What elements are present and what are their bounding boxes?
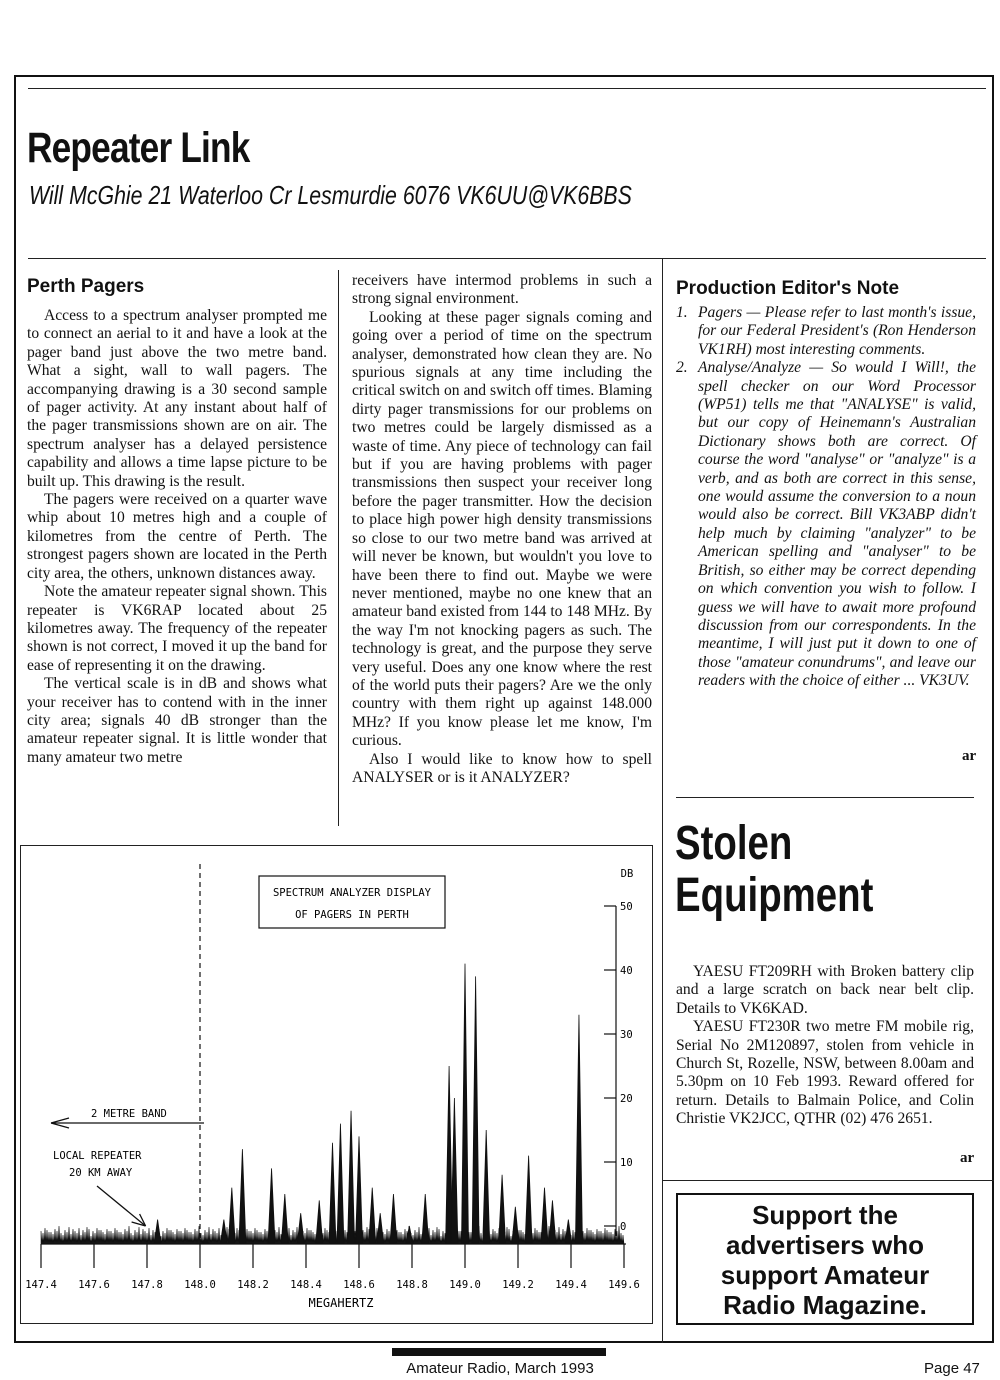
y-tick-label: 20 bbox=[620, 1093, 633, 1105]
paragraph: YAESU FT209RH with Broken battery clip and a large scratch on back near belt clip. Details to VK6KAD. bbox=[676, 963, 974, 1017]
support-line: Support the bbox=[752, 1200, 898, 1230]
footer-center: Amateur Radio, March 1993 bbox=[406, 1360, 594, 1377]
y-tick-label: 30 bbox=[620, 1029, 633, 1041]
sidebar-rule bbox=[676, 797, 974, 798]
stolen-heading-line1: Stolen bbox=[675, 817, 793, 870]
page-title: Repeater Link bbox=[27, 124, 250, 172]
paragraph: YAESU FT230R two metre FM mobile rig, Serial No 2M120897, stolen from vehicle in Church St, Rozelle, NSW, between 8.00am and 5.30pm on 10 Feb 1993. Reward offered for return. Details to Balmain Police, and Colin Christie VK2JCC, QTHR (02) 476 2651. bbox=[676, 1018, 974, 1128]
x-tick-label: 148.4 bbox=[290, 1279, 322, 1291]
pager-peak bbox=[472, 976, 479, 1244]
paragraph: Access to a spectrum analyser prompted me to connect an aerial to it and have a look at the pager band just above the two metre band. What a sight, wall to wall pagers. The accompanying drawing is a 30 second sample of pager activity. At any instant about half of the pager transmissions shown are on air. The spectrum analyser has a delayed persistence capability and allows a time lapse picture to be built up. This drawing is the result. bbox=[27, 307, 327, 490]
column-divider bbox=[338, 270, 339, 826]
x-tick-label: 148.8 bbox=[396, 1279, 428, 1291]
band-edge-label: 2 METRE BAND bbox=[91, 1108, 167, 1120]
x-axis-label: MEGAHERTZ bbox=[308, 1296, 374, 1310]
support-line: support Amateur bbox=[720, 1260, 930, 1290]
x-tick-label: 148.2 bbox=[237, 1279, 269, 1291]
end-mark: ar bbox=[960, 1150, 975, 1166]
stolen-heading-line2: Equipment bbox=[675, 869, 874, 922]
pager-peak bbox=[369, 1188, 376, 1244]
header-rule bbox=[28, 258, 986, 259]
pager-peak bbox=[329, 1143, 336, 1244]
pager-peak bbox=[268, 1168, 275, 1244]
item-number: 1. bbox=[676, 304, 688, 321]
article-column-1 bbox=[27, 307, 327, 767]
support-line: advertisers who bbox=[726, 1230, 924, 1260]
item-text: Analyse/Analyze — So would I Will!, the spell checker on our Word Processor (WP51) tells me that "ANALYSE" is valid, but our copy of Heinemann's Australian Dictionary shows both are correct. Of course the word "analyse" or "analyze" is a verb, and as both are correct in this sense, one would assume the conversion to a noun would also be correct. Bill VK3ABP didn't help much by claiming "analyzer" to be American spelling and "analyser" to be British, so either may be correct depending on which convention you wish to follow. I guess we will have to await more profound discussion from our correspondents. In the meantime, I will just put it down to one of those "amateur conundrums", and leave our readers with the choice of either ... VK3UV. bbox=[698, 359, 976, 690]
pager-peak bbox=[228, 1188, 235, 1244]
pager-peak bbox=[575, 1015, 582, 1244]
pager-peak bbox=[483, 1130, 490, 1244]
spectrum-chart-frame bbox=[20, 845, 653, 1324]
x-tick-label: 147.6 bbox=[78, 1279, 110, 1291]
footer-bar bbox=[392, 1348, 606, 1356]
pager-peak bbox=[390, 1194, 397, 1244]
top-rule bbox=[28, 88, 986, 89]
x-tick-label: 149.0 bbox=[449, 1279, 481, 1291]
editors-note-item bbox=[676, 304, 976, 359]
byline: Will McGhie 21 Waterloo Cr Lesmurdie 6076 VK6UU@VK6BBS bbox=[29, 180, 632, 210]
x-tick-label: 149.4 bbox=[555, 1279, 587, 1291]
page-number: Page 47 bbox=[924, 1360, 980, 1377]
x-tick-label: 149.2 bbox=[502, 1279, 534, 1291]
paragraph: receivers have intermod problems in such a strong signal environment. bbox=[352, 272, 652, 308]
editors-note-heading: Production Editor's Note bbox=[676, 278, 900, 299]
y-tick-label: 0 bbox=[620, 1221, 627, 1233]
x-tick-label: 149.6 bbox=[608, 1279, 640, 1291]
end-mark: ar bbox=[962, 748, 977, 764]
pager-peak bbox=[239, 1149, 246, 1244]
pager-peak bbox=[462, 964, 469, 1244]
x-tick-label: 148.0 bbox=[184, 1279, 216, 1291]
paragraph: The pagers were received on a quarter wave whip about 10 metres high and a couple of kilometres from the centre of Perth. The strongest pagers shown are located in the Perth city area, the others, unknown distances away. bbox=[27, 491, 327, 582]
spectrum-chart bbox=[21, 846, 651, 1322]
pager-peak bbox=[316, 1200, 323, 1244]
y-tick-label: 10 bbox=[620, 1157, 633, 1169]
item-text: Pagers — Please refer to last month's issue, for our Federal President's (Ron Henderson VK1RH) most interesting comments. bbox=[698, 304, 976, 358]
paragraph: The vertical scale is in dB and shows what your receiver has to contend with in the inner city area; signals 40 dB stronger than the amateur repeater signal. It is little wonder that many amateur two metre bbox=[27, 675, 327, 766]
x-tick-label: 147.4 bbox=[25, 1279, 57, 1291]
paragraph: Also I would like to know how to spell ANALYSER or is it ANALYZER? bbox=[352, 750, 652, 786]
pager-peak bbox=[541, 1188, 548, 1244]
chart-title-line2: OF PAGERS IN PERTH bbox=[295, 909, 409, 921]
pager-peak bbox=[565, 1220, 572, 1244]
pager-peak bbox=[422, 1194, 429, 1244]
support-line: Radio Magazine. bbox=[723, 1290, 927, 1320]
editors-note-item bbox=[676, 359, 976, 690]
support-rule bbox=[662, 1180, 994, 1181]
item-number: 2. bbox=[676, 359, 688, 377]
article-heading: Perth Pagers bbox=[27, 276, 145, 297]
chart-title-line1: SPECTRUM ANALYZER DISPLAY bbox=[272, 887, 432, 899]
support-box bbox=[676, 1193, 974, 1325]
repeater-label-line1: LOCAL REPEATER bbox=[53, 1150, 142, 1162]
article-column-2 bbox=[352, 272, 652, 787]
pager-peak bbox=[512, 1207, 519, 1244]
pager-peak bbox=[220, 1220, 227, 1244]
pager-peak bbox=[451, 1098, 458, 1244]
repeater-arrow bbox=[97, 1186, 146, 1226]
pager-peak bbox=[348, 1111, 355, 1244]
x-tick-label: 147.8 bbox=[131, 1279, 163, 1291]
repeater-label-line2: 20 KM AWAY bbox=[69, 1167, 133, 1179]
pager-peak bbox=[337, 1124, 344, 1244]
paragraph: Note the amateur repeater signal shown. This repeater is VK6RAP located about 25 kilometres away. The frequency of the repeater shown is not correct, I moved it up the band for ease of representing it on the drawing. bbox=[27, 583, 327, 674]
pager-peak bbox=[356, 1136, 363, 1244]
y-tick-label: 50 bbox=[620, 901, 633, 913]
pager-peak bbox=[499, 1175, 506, 1244]
editors-note-body bbox=[676, 304, 976, 691]
y-axis-label: DB bbox=[620, 868, 634, 880]
pager-peak bbox=[377, 1213, 384, 1244]
pager-peak bbox=[549, 1200, 556, 1244]
paragraph: Looking at these pager signals coming and going over a period of time on the spectrum analyser, demonstrated how clean they are. No spurious signals at any time including the critical switch on and switch off times. Blaming dirty pager transmissions for our problems on two metres could be largely dismissed as a waste of time. Any piece of technology can fail but if you are having problems with pager transmissions then suspect your receiver long before the pager transmitter. How the decision to place high power high density transmissions so close to our two metre band was arrived at will never be known, but wouldn't you love to have been there to find out. Maybe we were never mentioned, maybe no one knew that an amateur band existed from 144 to 148 MHz. By the way I'm not knocking pagers as such. The technology is great, and the purpose they serve very useful. Does any one know where the rest of the world puts their pagers? Are we the only country with them right up against 148.000 MHz? If you know please let me know, I'm curious. bbox=[352, 308, 652, 750]
stolen-body bbox=[676, 963, 974, 1129]
pager-peak bbox=[154, 1220, 161, 1244]
pager-peak bbox=[297, 1213, 304, 1244]
pager-peak bbox=[525, 1156, 532, 1244]
pager-peak bbox=[281, 1194, 288, 1244]
y-tick-label: 40 bbox=[620, 965, 633, 977]
x-tick-label: 148.6 bbox=[343, 1279, 375, 1291]
